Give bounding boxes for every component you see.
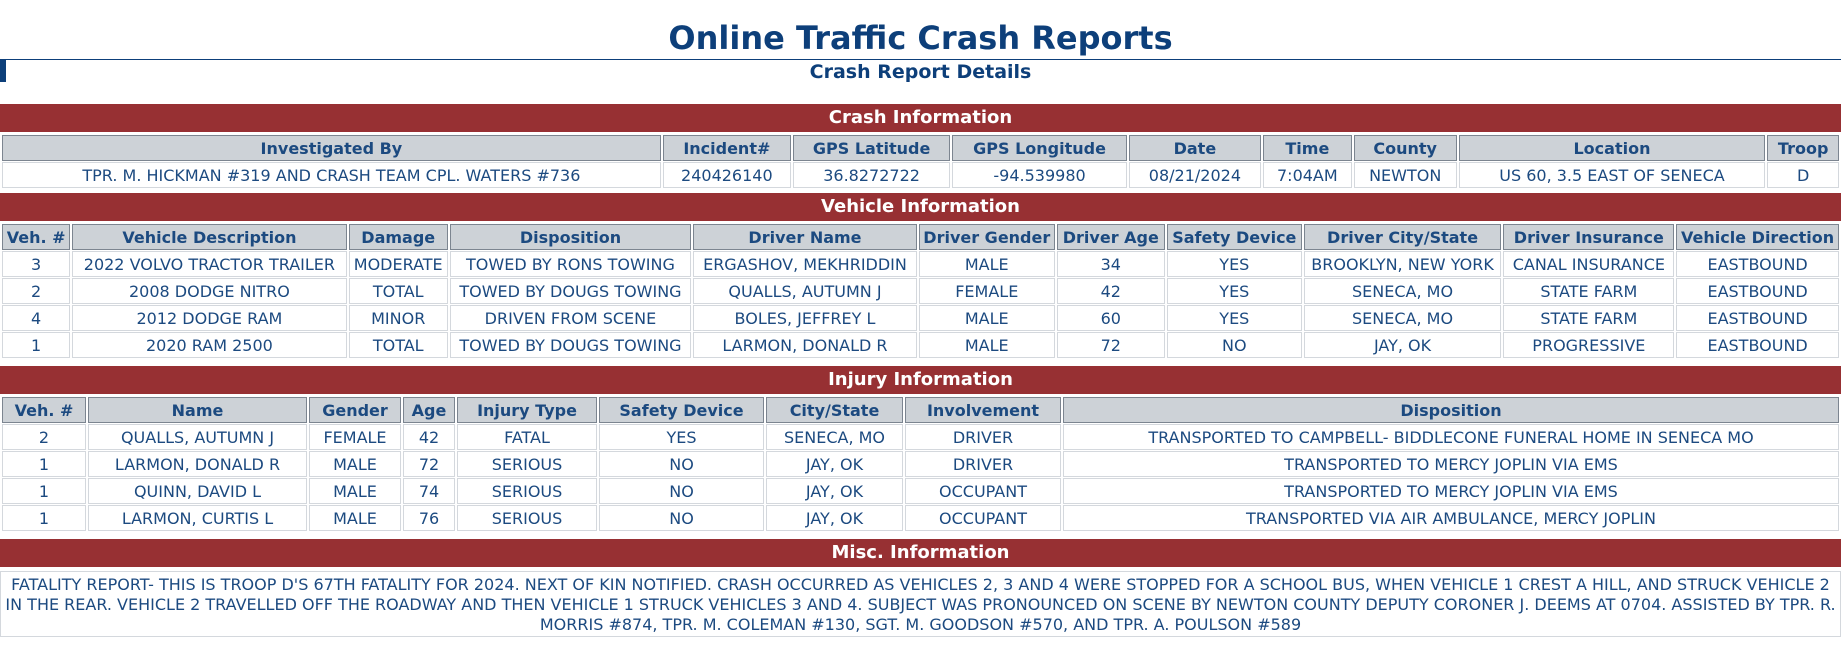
crash-col-investigated-by: Investigated By <box>2 135 661 161</box>
crash-header-row <box>2 135 1839 161</box>
vehicle-safety-device: YES <box>1167 305 1302 331</box>
vehicle-driver-age: 72 <box>1057 332 1165 358</box>
vehicle-row <box>2 278 1839 304</box>
injury-name: QUALLS, AUTUMN J <box>88 424 307 450</box>
injury-city-state: JAY, OK <box>766 505 903 531</box>
crash-investigated-by: TPR. M. HICKMAN #319 AND CRASH TEAM CPL. WATERS #736 <box>2 162 661 188</box>
crash-col-incident: Incident# <box>663 135 791 161</box>
vehicle-row <box>2 251 1839 277</box>
injury-col-veh-number: Veh. # <box>2 397 86 423</box>
injury-type: SERIOUS <box>457 451 597 477</box>
injury-disposition: TRANSPORTED VIA AIR AMBULANCE, MERCY JOPLIN <box>1063 505 1839 531</box>
vehicle-col-safety-device: Safety Device <box>1167 224 1302 250</box>
vehicle-safety-device: NO <box>1167 332 1302 358</box>
vehicle-driver-city-state: SENECA, MO <box>1304 305 1502 331</box>
injury-safety-device: NO <box>599 451 764 477</box>
vehicle-disposition: TOWED BY DOUGS TOWING <box>450 278 691 304</box>
vehicle-row <box>2 305 1839 331</box>
vehicle-damage: MINOR <box>349 305 448 331</box>
injury-veh-number: 1 <box>2 451 86 477</box>
injury-type: FATAL <box>457 424 597 450</box>
crash-section-header: Crash Information <box>0 104 1841 132</box>
crash-incident-number: 240426140 <box>663 162 791 188</box>
vehicle-damage: MODERATE <box>349 251 448 277</box>
vehicle-description: 2012 DODGE RAM <box>72 305 346 331</box>
vehicle-disposition: TOWED BY RONS TOWING <box>450 251 691 277</box>
vehicle-table <box>0 223 1841 359</box>
misc-section-header: Misc. Information <box>0 539 1841 567</box>
vehicle-description: 2008 DODGE NITRO <box>72 278 346 304</box>
injury-col-involvement: Involvement <box>905 397 1061 423</box>
misc-information-text: FATALITY REPORT- THIS IS TROOP D'S 67TH FATALITY FOR 2024. NEXT OF KIN NOTIFIED. CRASH OCCURRED AS VEHICLES 2, 3 AND 4 WERE STOPPED FOR A SCHOOL BUS, WHEN VEHICLE 1 CREST A HILL, AND STRUCK VEHICLE 2 IN THE REAR. VEHICLE 2 TRAVELLED OFF THE ROADWAY AND THEN VEHICLE 1 STRUCK VEHICLES 3 AND 4. SUBJECT WAS PRONOUNCED ON SCENE BY NEWTON COUNTY DEPUTY CORONER J. DEEMS AT 0704. ASSISTED BY TPR. R. MORRIS #874, TPR. M. COLEMAN #130, SGT. M. GOODSON #570, AND TPR. A. POULSON #589 <box>0 571 1841 637</box>
crash-troop: D <box>1767 162 1839 188</box>
injury-veh-number: 1 <box>2 505 86 531</box>
crash-table <box>0 134 1841 189</box>
injury-col-city-state: City/State <box>766 397 903 423</box>
injury-safety-device: YES <box>599 424 764 450</box>
injury-type: SERIOUS <box>457 505 597 531</box>
injury-safety-device: NO <box>599 505 764 531</box>
injury-table <box>0 396 1841 532</box>
vehicle-driver-name: QUALLS, AUTUMN J <box>693 278 917 304</box>
vehicle-driver-name: BOLES, JEFFREY L <box>693 305 917 331</box>
injury-col-safety-device: Safety Device <box>599 397 764 423</box>
vehicle-col-driver-gender: Driver Gender <box>919 224 1055 250</box>
crash-col-gps-latitude: GPS Latitude <box>793 135 950 161</box>
vehicle-damage: TOTAL <box>349 332 448 358</box>
injury-row <box>2 478 1839 504</box>
injury-row <box>2 451 1839 477</box>
injury-section-header: Injury Information <box>0 366 1841 394</box>
injury-header-row <box>2 397 1839 423</box>
injury-city-state: JAY, OK <box>766 451 903 477</box>
vehicle-direction: EASTBOUND <box>1676 332 1839 358</box>
injury-safety-device: NO <box>599 478 764 504</box>
vehicle-col-disposition: Disposition <box>450 224 691 250</box>
crash-date: 08/21/2024 <box>1129 162 1261 188</box>
injury-involvement: OCCUPANT <box>905 478 1061 504</box>
vehicle-driver-gender: MALE <box>919 332 1055 358</box>
injury-disposition: TRANSPORTED TO MERCY JOPLIN VIA EMS <box>1063 451 1839 477</box>
crash-gps-longitude: -94.539980 <box>952 162 1127 188</box>
injury-city-state: SENECA, MO <box>766 424 903 450</box>
vehicle-safety-device: YES <box>1167 251 1302 277</box>
vehicle-col-damage: Damage <box>349 224 448 250</box>
vehicle-driver-insurance: PROGRESSIVE <box>1503 332 1674 358</box>
injury-gender: MALE <box>309 478 401 504</box>
vehicle-veh-number: 4 <box>2 305 70 331</box>
crash-location: US 60, 3.5 EAST OF SENECA <box>1459 162 1766 188</box>
vehicle-row <box>2 332 1839 358</box>
injury-veh-number: 1 <box>2 478 86 504</box>
crash-county: NEWTON <box>1354 162 1457 188</box>
injury-veh-number: 2 <box>2 424 86 450</box>
vehicle-driver-insurance: STATE FARM <box>1503 278 1674 304</box>
vehicle-col-driver-insurance: Driver Insurance <box>1503 224 1674 250</box>
injury-col-injury-type: Injury Type <box>457 397 597 423</box>
injury-city-state: JAY, OK <box>766 478 903 504</box>
vehicle-driver-gender: MALE <box>919 251 1055 277</box>
crash-row <box>2 162 1839 188</box>
injury-row <box>2 505 1839 531</box>
crash-col-gps-longitude: GPS Longitude <box>952 135 1127 161</box>
vehicle-driver-city-state: JAY, OK <box>1304 332 1502 358</box>
injury-col-age: Age <box>403 397 455 423</box>
vehicle-col-driver-city-state: Driver City/State <box>1304 224 1502 250</box>
vehicle-driver-age: 60 <box>1057 305 1165 331</box>
vehicle-driver-insurance: STATE FARM <box>1503 305 1674 331</box>
vehicle-driver-city-state: BROOKLYN, NEW YORK <box>1304 251 1502 277</box>
page-title: Online Traffic Crash Reports <box>668 19 1173 57</box>
injury-involvement: DRIVER <box>905 424 1061 450</box>
injury-age: 74 <box>403 478 455 504</box>
vehicle-driver-city-state: SENECA, MO <box>1304 278 1502 304</box>
injury-name: LARMON, CURTIS L <box>88 505 307 531</box>
page-subtitle: Crash Report Details <box>809 61 1032 83</box>
crash-col-time: Time <box>1263 135 1352 161</box>
vehicle-direction: EASTBOUND <box>1676 251 1839 277</box>
injury-involvement: OCCUPANT <box>905 505 1061 531</box>
vehicle-disposition: TOWED BY DOUGS TOWING <box>450 332 691 358</box>
injury-age: 76 <box>403 505 455 531</box>
injury-disposition: TRANSPORTED TO MERCY JOPLIN VIA EMS <box>1063 478 1839 504</box>
vehicle-veh-number: 2 <box>2 278 70 304</box>
vehicle-direction: EASTBOUND <box>1676 278 1839 304</box>
vehicle-driver-insurance: CANAL INSURANCE <box>1503 251 1674 277</box>
vehicle-col-driver-name: Driver Name <box>693 224 917 250</box>
injury-col-gender: Gender <box>309 397 401 423</box>
injury-name: LARMON, DONALD R <box>88 451 307 477</box>
vehicle-veh-number: 1 <box>2 332 70 358</box>
vehicle-safety-device: YES <box>1167 278 1302 304</box>
crash-gps-latitude: 36.8272722 <box>793 162 950 188</box>
injury-gender: MALE <box>309 451 401 477</box>
crash-col-date: Date <box>1129 135 1261 161</box>
vehicle-header-row <box>2 224 1839 250</box>
vehicle-col-driver-age: Driver Age <box>1057 224 1165 250</box>
crash-col-location: Location <box>1459 135 1766 161</box>
injury-name: QUINN, DAVID L <box>88 478 307 504</box>
injury-row <box>2 424 1839 450</box>
vehicle-driver-gender: FEMALE <box>919 278 1055 304</box>
vehicle-damage: TOTAL <box>349 278 448 304</box>
vehicle-driver-age: 34 <box>1057 251 1165 277</box>
vehicle-driver-age: 42 <box>1057 278 1165 304</box>
injury-age: 42 <box>403 424 455 450</box>
injury-gender: FEMALE <box>309 424 401 450</box>
vehicle-driver-name: LARMON, DONALD R <box>693 332 917 358</box>
crash-col-county: County <box>1354 135 1457 161</box>
injury-col-disposition: Disposition <box>1063 397 1839 423</box>
vehicle-veh-number: 3 <box>2 251 70 277</box>
vehicle-col-direction: Vehicle Direction <box>1676 224 1839 250</box>
injury-gender: MALE <box>309 505 401 531</box>
vehicle-driver-gender: MALE <box>919 305 1055 331</box>
vehicle-col-veh-number: Veh. # <box>2 224 70 250</box>
vehicle-description: 2020 RAM 2500 <box>72 332 346 358</box>
vehicle-col-description: Vehicle Description <box>72 224 346 250</box>
vehicle-driver-name: ERGASHOV, MEKHRIDDIN <box>693 251 917 277</box>
crash-time: 7:04AM <box>1263 162 1352 188</box>
injury-type: SERIOUS <box>457 478 597 504</box>
injury-disposition: TRANSPORTED TO CAMPBELL- BIDDLECONE FUNERAL HOME IN SENECA MO <box>1063 424 1839 450</box>
vehicle-description: 2022 VOLVO TRACTOR TRAILER <box>72 251 346 277</box>
injury-age: 72 <box>403 451 455 477</box>
injury-col-name: Name <box>88 397 307 423</box>
vehicle-disposition: DRIVEN FROM SCENE <box>450 305 691 331</box>
injury-involvement: DRIVER <box>905 451 1061 477</box>
crash-col-troop: Troop <box>1767 135 1839 161</box>
vehicle-section-header: Vehicle Information <box>0 193 1841 221</box>
vehicle-direction: EASTBOUND <box>1676 305 1839 331</box>
